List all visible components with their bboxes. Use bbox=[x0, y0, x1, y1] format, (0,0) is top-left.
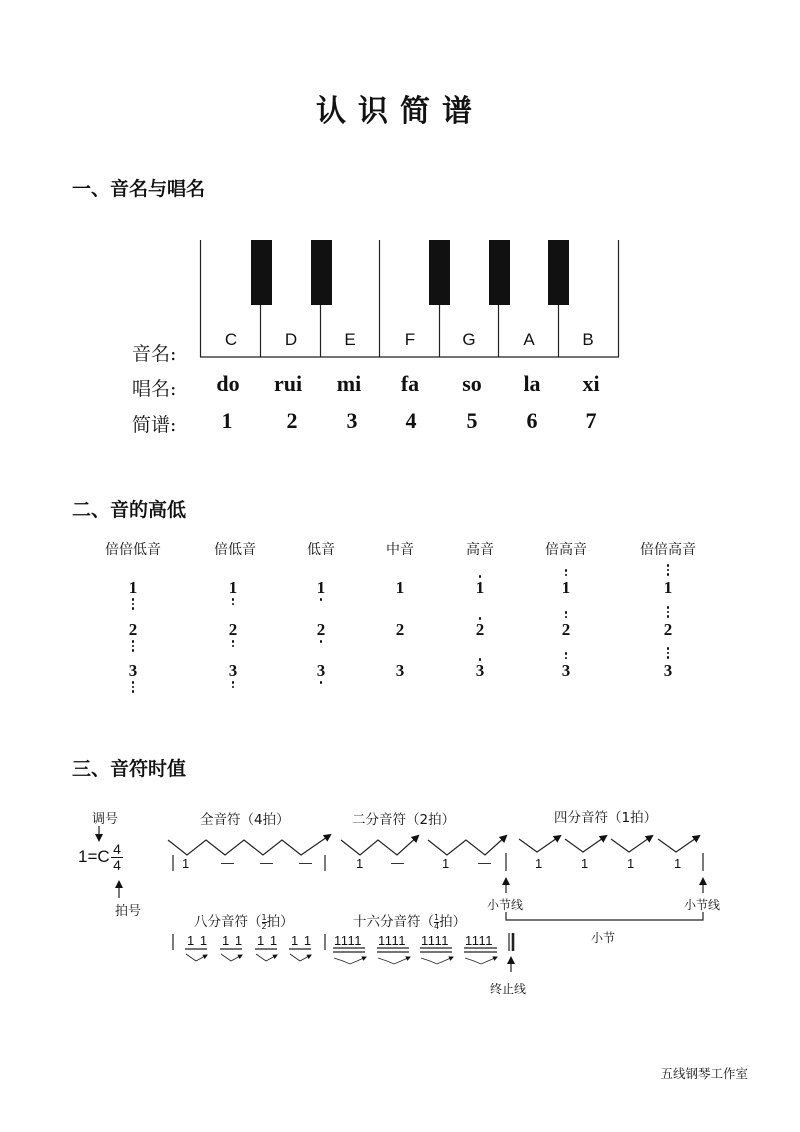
pitch-note: 1 bbox=[113, 578, 153, 598]
eighth-note-group: 1 1 bbox=[187, 933, 209, 948]
eighth-note-group: 1 1 bbox=[222, 933, 244, 948]
key-note-c: C bbox=[224, 330, 238, 349]
final-barline-label: 终止线 bbox=[490, 982, 527, 996]
whole-note-dash: — bbox=[260, 855, 273, 870]
pitch-note: 3 bbox=[113, 661, 153, 681]
sixteenth-note-group: 1111 bbox=[378, 933, 407, 948]
eighth-note-label: 八分音符（ $\frac{1}{2}$ 拍） bbox=[194, 912, 294, 931]
pitch-header-high2: 倍高音 bbox=[545, 542, 587, 558]
quarter-note-digit: 1 bbox=[581, 856, 589, 871]
barline-label-right: 小节线 bbox=[684, 898, 721, 912]
pitch-note: 1 bbox=[213, 578, 253, 598]
pitch-note: 1 bbox=[395, 578, 405, 597]
half-note-digit: 1 bbox=[442, 856, 450, 871]
jianpu-6: 6 bbox=[526, 408, 538, 433]
jianpu-3: 3 bbox=[346, 408, 358, 433]
whole-note-digit: 1 bbox=[182, 856, 190, 871]
key-note-d: D bbox=[284, 330, 298, 349]
jianpu-1: 1 bbox=[221, 408, 233, 433]
pitch-header-double-high: 倍倍高音 bbox=[640, 542, 696, 558]
sixteenth-note-label: 十六分音符（ $\frac{1}{4}$ 拍） bbox=[353, 912, 467, 931]
pitch-note: 3 bbox=[395, 661, 405, 680]
key-note-a: A bbox=[523, 330, 535, 349]
half-note-label: 二分音符（2拍） bbox=[352, 812, 456, 828]
quarter-note-label: 四分音符（1拍） bbox=[554, 810, 658, 826]
pitch-note: 2 bbox=[213, 620, 253, 640]
pitch-note: 1 bbox=[546, 578, 586, 598]
time-signature-label: 拍号 bbox=[115, 904, 142, 919]
half-note-digit: 1 bbox=[356, 856, 364, 871]
pitch-note: 3 bbox=[546, 661, 586, 681]
section-heading-pitch: 二、音的高低 bbox=[72, 499, 187, 521]
jianpu-2: 2 bbox=[286, 408, 298, 433]
time-signature-bottom: 4 bbox=[113, 857, 121, 873]
measure-label: 小节 bbox=[591, 931, 616, 945]
jianpu-4: 4 bbox=[405, 408, 417, 433]
whole-note-dash: — bbox=[221, 855, 234, 870]
pitch-note: 1 bbox=[460, 578, 500, 598]
section-heading-note-values: 三、音符时值 bbox=[72, 758, 187, 780]
jianpu-7: 7 bbox=[585, 408, 597, 433]
eighth-note-group: 1 1 bbox=[257, 933, 279, 948]
pitch-note: 3 bbox=[213, 661, 253, 681]
quarter-note-digit: 1 bbox=[674, 856, 682, 871]
footer-studio-name: 五线钢琴工作室 bbox=[660, 1066, 748, 1081]
sixteenth-note-group: 1111 bbox=[421, 933, 450, 948]
quarter-note-digit: 1 bbox=[535, 856, 543, 871]
whole-note-label: 全音符（4拍） bbox=[200, 812, 290, 828]
pitch-note: 2 bbox=[460, 620, 500, 640]
sixteenth-note-group: 1111 bbox=[465, 933, 494, 948]
sixteenth-note-group: 1111 bbox=[334, 933, 363, 948]
pitch-note: 2 bbox=[113, 620, 153, 640]
key-signature-label: 调号 bbox=[92, 812, 119, 827]
key-note-g: G bbox=[462, 330, 476, 349]
solfege-fa: fa bbox=[400, 371, 420, 396]
jianpu-5: 5 bbox=[466, 408, 478, 433]
solfege-mi: mi bbox=[336, 371, 362, 396]
row-label-jianpu: 简谱: bbox=[132, 414, 177, 436]
half-note-dash: — bbox=[391, 855, 404, 870]
solfege-la: la bbox=[523, 371, 541, 396]
pitch-header-double-low: 倍倍低音 bbox=[105, 542, 161, 558]
eighth-note-group: 1 1 bbox=[291, 933, 313, 948]
row-label-note-name: 音名: bbox=[132, 343, 177, 365]
pitch-header-high: 高音 bbox=[466, 542, 494, 558]
time-signature-top: 4 bbox=[113, 841, 121, 857]
barline-label-left: 小节线 bbox=[487, 898, 524, 912]
pitch-note: 1 bbox=[648, 578, 688, 598]
key-note-e: E bbox=[344, 330, 356, 349]
pitch-note: 2 bbox=[546, 620, 586, 640]
pitch-header-low: 低音 bbox=[307, 542, 335, 558]
half-note-dash: — bbox=[478, 855, 491, 870]
solfege-rui: rui bbox=[273, 371, 303, 396]
pitch-header-middle: 中音 bbox=[386, 542, 414, 558]
solfege-so: so bbox=[462, 371, 482, 396]
whole-note-dash: — bbox=[299, 855, 312, 870]
solfege-do: do bbox=[216, 371, 240, 396]
key-note-b: B bbox=[582, 330, 594, 349]
quarter-note-digit: 1 bbox=[627, 856, 635, 871]
pitch-note: 2 bbox=[648, 620, 688, 640]
pitch-note: 3 bbox=[648, 661, 688, 681]
pitch-note: 2 bbox=[301, 620, 341, 640]
pitch-note: 2 bbox=[395, 620, 405, 639]
key-signature-value: 1=C bbox=[78, 847, 110, 866]
pitch-note: 3 bbox=[301, 661, 341, 681]
page-title: 认识简谱 bbox=[316, 94, 484, 129]
pitch-note: 1 bbox=[301, 578, 341, 598]
solfege-xi: xi bbox=[582, 371, 600, 396]
section-heading-note-names: 一、音名与唱名 bbox=[72, 178, 206, 200]
key-note-f: F bbox=[404, 330, 416, 349]
pitch-note: 3 bbox=[460, 661, 500, 681]
row-label-solfege: 唱名: bbox=[132, 378, 177, 400]
pitch-header-low2: 倍低音 bbox=[214, 542, 256, 558]
